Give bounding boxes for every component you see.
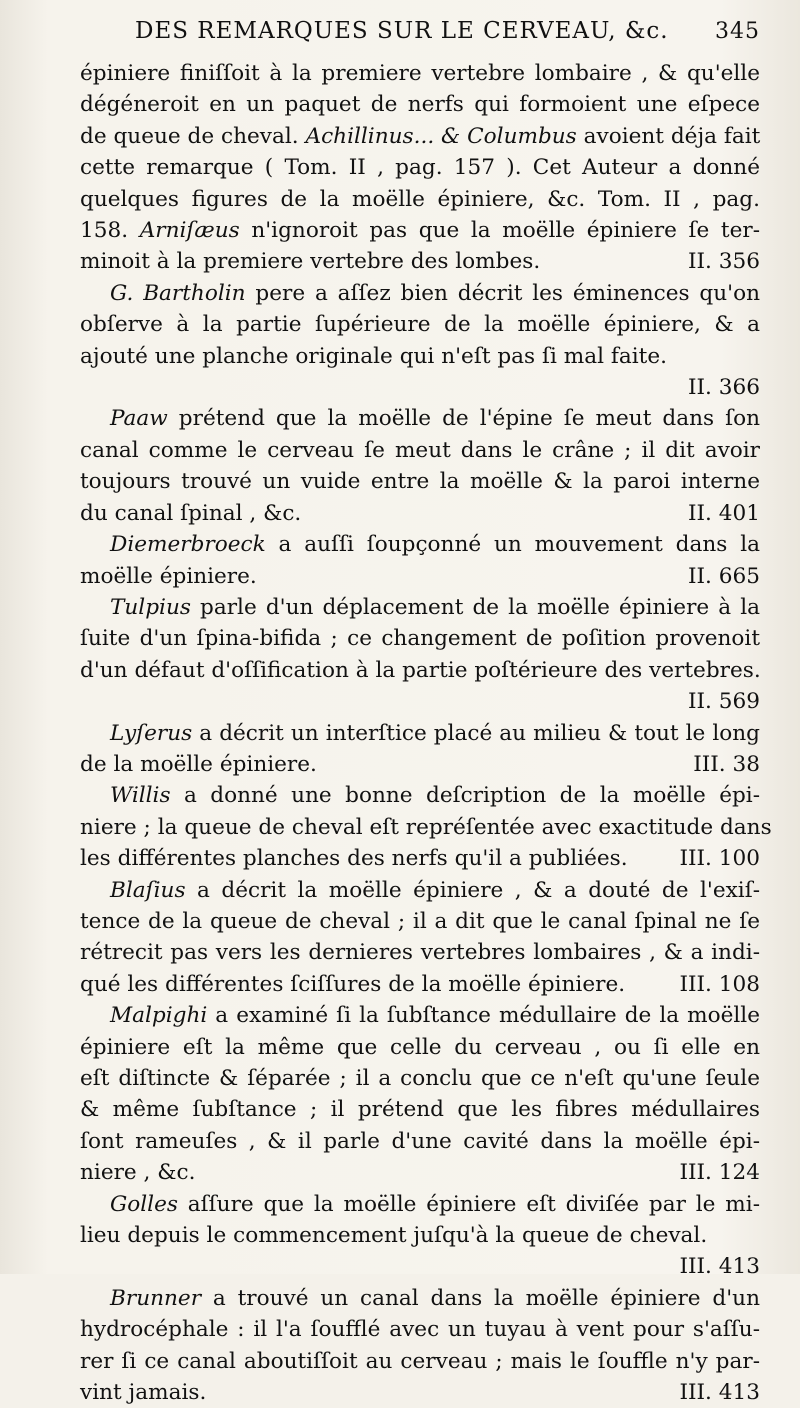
author-name: Arniſæus [139,218,240,244]
entry [80,278,760,404]
reference: III. 124 [679,1160,760,1186]
reference: II. 366 [687,375,760,401]
page-number: 345 [715,19,760,44]
entry [80,780,772,874]
text-line: II. 401 du canal ſpinal , &c. [80,498,760,529]
entry [80,58,760,278]
reference: III. 413 [679,1254,760,1280]
text-line: cette remarque ( Tom. II , pag. 157 ). Cet Auteur a donné [80,155,760,181]
text-line: Golles aſſure que la moëlle épiniere eſt diviſée par le mi- [110,1191,760,1217]
author-name: Achillinus... & Columbus [305,123,577,149]
author-name: Golles [110,1191,178,1217]
text-line: de queue de cheval. Achillinus... & Columbus avoient déja fait [80,123,761,149]
text-line: III. 108 qué les différentes ſciſſures de la moëlle épiniere. [80,969,760,1000]
text-line: Blaſius a décrit la moëlle épiniere , & a douté de l'exiſ- [110,877,760,903]
text-line: Malpighi a examiné ſi la ſubſtance médullaire de la moëlle [110,1003,760,1029]
entry [80,718,760,781]
text-line: épiniere eſt la même que celle du cerveau , ou ſi elle en [80,1034,760,1060]
author-name: Blaſius [110,877,186,903]
text-line: G. Bartholin pere a aſſez bien décrit les éminences qu'on [110,280,760,306]
reference: II. 401 [687,500,760,526]
text-line: ajouté une planche originale qui n'eſt pas ſi mal faite. [80,343,667,369]
text-line: d'un défaut d'oſſification à la partie poſtérieure des vertebres. [80,657,761,683]
entry [80,529,760,592]
author-name: Malpighi [110,1003,208,1029]
reference: II. 569 [687,689,760,715]
entry [80,592,760,718]
text-line: II. 356 minoit à la premiere vertebre des lombes. [80,246,760,277]
text-line: eſt diſtincte & ſéparée ; il a conclu que ce n'eſt qu'une ſeule [80,1066,760,1091]
entry [80,1283,760,1408]
entry [80,1189,760,1283]
author-name: Brunner [110,1285,202,1311]
author-name: Willis [110,783,171,809]
text-line: Diemerbroeck a auſſi ſoupçonné un mouvement dans la [110,532,760,558]
text-line: rer ſi ce canal aboutiſſoit au cerveau ; mais le ſouffle n'y par- [80,1348,760,1374]
text-line: Lyſerus a décrit un interſtice placé au milieu & tout le long [110,720,760,746]
reference: II. 665 [687,563,760,589]
text-line: niere ; la queue de cheval eſt repréſentée avec exactitude dans [80,814,772,840]
entry [80,1000,760,1188]
running-head [80,18,760,58]
text-line: ſont rameuſes , & il parle d'une cavité dans la moëlle épi- [80,1128,760,1154]
body-text [80,58,772,1408]
text-line: dégéneroit en un paquet de nerfs qui formoient une eſpece [80,92,760,118]
text-line: quelques figures de la moëlle épiniere, &c. Tom. II , pag. [80,186,760,212]
entry [80,403,760,529]
reference: III. 413 [679,1380,760,1406]
text-line: Willis a donné une bonne deſcription de la moëlle épi- [110,783,760,809]
text-line: Tulpius parle d'un déplacement de la moëlle épiniere à la [110,594,760,620]
text-line: épiniere finiſſoit à la premiere vertebre lombaire , & qu'elle [80,61,760,86]
text-line: hydrocéphale : il l'a ſoufflé avec un tuyau à vent pour s'aſſu- [80,1317,760,1343]
author-name: Lyſerus [110,720,193,746]
running-title: DES REMARQUES SUR LE CERVEAU, &c. [135,18,669,44]
reference: III. 100 [679,846,760,872]
text-line: ſuite d'un ſpina-bifida ; ce changement de poſition provenoit [80,626,760,652]
text-line: III. 413 vint jamais. [80,1377,760,1408]
text-line: canal comme le cerveau ſe meut dans le crâne ; il dit avoir [80,437,760,463]
author-name: Paaw [110,406,168,432]
entry [80,875,760,1001]
text-line: III. 100 les différentes planches des nerfs qu'il a publiées. [80,843,760,874]
author-name: Tulpius [110,594,191,620]
text-line: Paaw prétend que la moëlle de l'épine ſe meut dans ſon [110,406,760,432]
text-line: toujours trouvé un vuide entre la moëlle & la paroi interne [80,469,760,495]
author-name: G. Bartholin [110,280,246,306]
text-line: & même ſubſtance ; il prétend que les fibres médullaires [80,1097,760,1123]
text-line: rétrecit pas vers les dernieres vertebres lombaires , & a indi- [80,940,760,966]
reference: III. 38 [693,751,760,777]
text-line: lieu depuis le commencement juſqu'à la queue de cheval. [80,1223,708,1249]
text-line: II. 665 moëlle épiniere. [80,561,760,592]
reference: III. 108 [679,971,760,997]
text-line: III. 38 de la moëlle épiniere. [80,749,760,780]
text-line: III. 124 niere , &c. [80,1157,760,1188]
text-line: obſerve à la partie ſupérieure de la moëlle épiniere, & a [80,312,760,338]
reference: II. 356 [687,249,760,275]
text-line: tence de la queue de cheval ; il a dit que le canal ſpinal ne ſe [80,908,760,934]
author-name: Diemerbroeck [110,532,266,558]
text-line: 158. Arniſæus n'ignoroit pas que la moëlle épiniere ſe ter- [80,218,760,244]
text-line: Brunner a trouvé un canal dans la moëlle épiniere d'un [110,1285,760,1311]
